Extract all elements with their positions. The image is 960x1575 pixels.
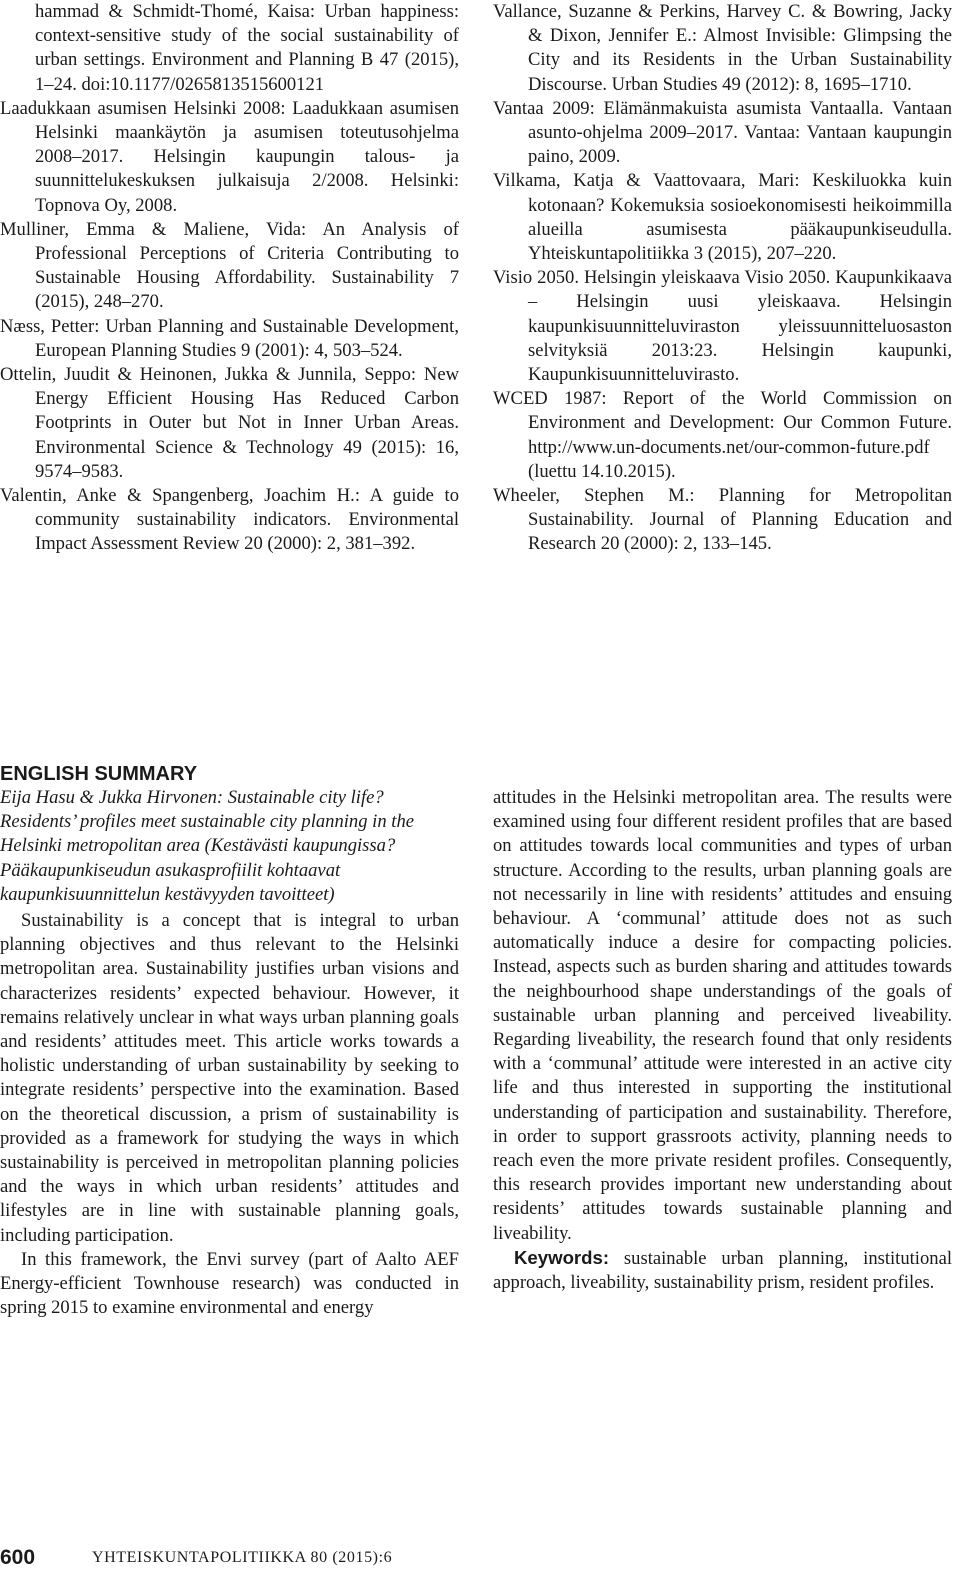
references-left-column [0, 0, 459, 557]
summary-paragraph: Sustainability is a concept that is integral to urban planning objectives and thus relevant to the Helsinki metropolitan area. Sustainability justifies urban visions and characterizes residents’ expected behaviour. However, it remains relatively unclear in what ways urban planning goals and residents’ attitudes meet. This article works towards a holistic understanding of urban sustainability by seeking to integrate residents’ perspective into the examination. Based on the theoretical discussion, a prism of sustainability is provided as a framework for studying the ways in which sustainability is perceived in metropolitan planning policies and the ways in which urban residents’ attitudes and lifestyles are in line with sustainable planning goals, including participation. [0, 910, 459, 1246]
reference-entry: Vilkama, Katja & Vaattovaara, Mari: Keskiluokka kuin kotonaan? Kokemuksia sosioekonomisesti heikoimmilla alueilla asumisesta pääkaupunkiseudulla. Yhteiskuntapolitiikka 3 (2015), 207–220. [493, 170, 952, 265]
reference-entry: Vallance, Suzanne & Perkins, Harvey C. & Bowring, Jacky & Dixon, Jennifer E.: Almost Invisible: Glimpsing the City and its Residents in the Urban Sustainability Discourse. Urban Studies 49 (2012): 8, 1695–1710. [493, 1, 952, 95]
summary-paragraph: In this framework, the Envi survey (part of Aalto AEF Energy-efficient Townhouse research) was conducted in spring 2015 to examine environmental and energy [0, 1248, 459, 1319]
summary-header [0, 762, 459, 907]
references-right-column [493, 0, 952, 557]
page-number: 600 [0, 1546, 36, 1569]
reference-entry: WCED 1987: Report of the World Commission on Environment and Development: Our Common Future. http://www.un-documents.net/our-common-future.pdf (luettu 14.10.2015). [493, 388, 952, 482]
summary-right-column [493, 786, 952, 1295]
keywords-text: sustainable urban planning, institutional approach, liveability, sustainability prism, resident profiles. [493, 1247, 952, 1294]
reference-entry: Visio 2050. Helsingin yleiskaava Visio 2050. Kaupunkikaava – Helsingin uusi yleiskaava. Helsingin kaupunkisuunnitteluviraston yleissuunnitteluosaston selvityksiä 2013:23. Helsingin kaupunki, Kaupunkisuunnitteluvirasto. [493, 267, 952, 386]
reference-entry: Vantaa 2009: Elämänmakuista asumista Vantaalla. Vantaan asunto-ohjelma 2009–2017. Vantaa: Vantaan kaupungin paino, 2009. [493, 97, 952, 168]
summary-left-column [0, 909, 459, 1320]
reference-entry: Næss, Petter: Urban Planning and Sustainable Development, European Planning Studies 9 (2001): 4, 503–524. [0, 315, 459, 361]
reference-entry: Wheeler, Stephen M.: Planning for Metropolitan Sustainability. Journal of Planning Education and Research 20 (2000): 2, 133–145. [493, 485, 952, 555]
reference-entry: hammad & Schmidt-Thomé, Kaisa: Urban happiness: context-sensitive study of the social sustainability of urban settings. Environment and Planning B 47 (2015), 1–24. doi:10.1177/0265813515600121 [35, 1, 459, 95]
summary-paragraph: attitudes in the Helsinki metropolitan area. The results were examined using four different resident profiles that are based on attitudes towards local communities and types of urban structure. According to the results, urban planning goals are not necessarily in line with residents’ attitudes and ensuing behaviour. A ‘communal’ attitude does not as such automatically induce a desire for compacting policies. Instead, aspects such as burden sharing and attitudes towards the neighbourhood shape understandings of the goals of sustainable urban planning and perceived liveability. Regarding liveability, the research found that only residents with a ‘communal’ attitude were interested in an active city life and thus interested in supporting the institutional understanding of participation and sustainability. Therefore, in order to support grassroots activity, planning needs to reach even the more private resident profiles. Consequently, this research provides important new understanding about residents’ attitudes towards sustainable planning and liveability. [493, 787, 952, 1244]
reference-entry: Laadukkaan asumisen Helsinki 2008: Laadukkaan asumisen Helsinki maankäytön ja asumisen toteutusohjelma 2008–2017. Helsingin kaupungin talous- ja suunnittelukeskuksen julkaisuja 2/2008. Helsinki: Topnova Oy, 2008. [0, 97, 459, 216]
journal-name: YHTEISKUNTAPOLITIIKKA 80 (2015):6 [92, 1549, 393, 1566]
summary-byline: Eija Hasu & Jukka Hirvonen: Sustainable city life? Residents’ profiles meet sustainable city planning in the Helsinki metropolitan area (Kestävästi kaupungissa? Pääkaupunkiseudun asukasprofiilit kohtaavat kaupunkisuunnittelun kestävyyden tavoitteet) [0, 787, 414, 905]
reference-entry: Mulliner, Emma & Maliene, Vida: An Analysis of Professional Perceptions of Criteria Contributing to Sustainable Housing Affordability. Sustainability 7 (2015), 248–270. [0, 218, 459, 313]
reference-entry: Ottelin, Juudit & Heinonen, Jukka & Junnila, Seppo: New Energy Efficient Housing Has Reduced Carbon Footprints in Outer but Not in Inner Urban Areas. Environmental Science & Technology 49 (2015): 16, 9574–9583. [0, 364, 459, 482]
summary-heading: ENGLISH SUMMARY [0, 763, 198, 785]
keywords-label: Keywords: [514, 1246, 610, 1268]
reference-entry: Valentin, Anke & Spangenberg, Joachim H.: A guide to community sustainability indicators. Environmental Impact Assessment Review 20 (2000): 2, 381–392. [0, 485, 459, 555]
keywords-paragraph [493, 1246, 952, 1295]
page-footer [0, 1546, 960, 1572]
